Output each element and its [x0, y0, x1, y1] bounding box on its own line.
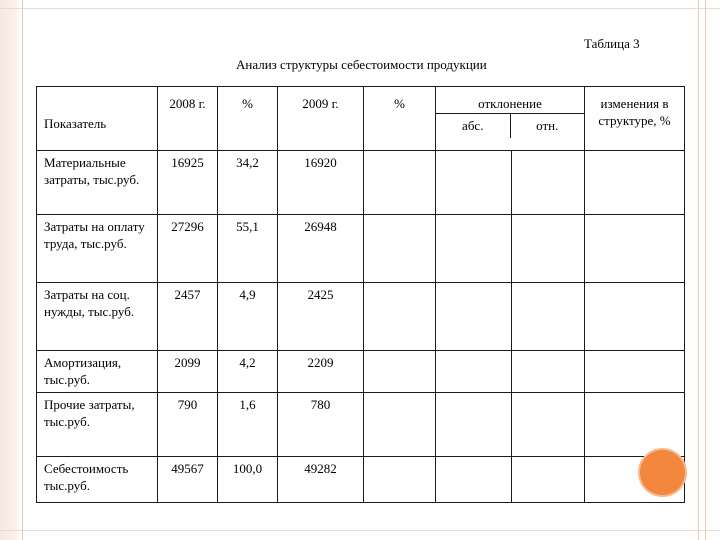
header-deviation-label: отклонение	[436, 87, 584, 114]
cell-deviation-rel	[512, 283, 585, 351]
row-label: Амортизация, тыс.руб.	[37, 351, 158, 393]
cell-2008: 2457	[158, 283, 218, 351]
cell-2009: 780	[278, 393, 364, 457]
cell-structure-change	[585, 283, 685, 351]
cell-2008: 2099	[158, 351, 218, 393]
cell-deviation-rel	[512, 215, 585, 283]
header-deviation	[436, 87, 585, 151]
table-caption: Таблица 3	[584, 36, 640, 51]
table-row	[37, 151, 685, 215]
cell-pct-2008: 4,9	[218, 283, 278, 351]
cell-deviation-abs	[436, 283, 512, 351]
cell-pct-2009	[364, 151, 436, 215]
cell-structure-change	[585, 151, 685, 215]
cell-pct-2008: 1,6	[218, 393, 278, 457]
cell-pct-2009	[364, 457, 436, 503]
cell-2009: 16920	[278, 151, 364, 215]
cell-2009: 2425	[278, 283, 364, 351]
cell-structure-change	[585, 393, 685, 457]
cell-deviation-rel	[512, 351, 585, 393]
cell-deviation-abs	[436, 151, 512, 215]
slide-frame-line-bottom	[0, 530, 720, 531]
slide-frame-line-left	[22, 0, 23, 540]
row-label: Себестоимость тыс.руб.	[37, 457, 158, 503]
slide-frame-line-top	[0, 8, 720, 9]
cost-structure-table	[36, 86, 685, 503]
cell-deviation-abs	[436, 393, 512, 457]
cell-2009: 26948	[278, 215, 364, 283]
header-pct-2008: %	[218, 87, 278, 151]
cell-pct-2008: 100,0	[218, 457, 278, 503]
header-indicator: Показатель	[37, 87, 158, 151]
row-label: Затраты на соц. нужды, тыс.руб.	[37, 283, 158, 351]
table-row	[37, 283, 685, 351]
cell-2008: 16925	[158, 151, 218, 215]
table-header-row	[37, 87, 685, 151]
cell-deviation-rel	[512, 457, 585, 503]
table-row	[37, 351, 685, 393]
table-row	[37, 215, 685, 283]
cell-pct-2009	[364, 393, 436, 457]
header-structure-change: изменения в структуре, %	[585, 87, 685, 151]
header-deviation-rel: отн.	[536, 118, 559, 133]
cell-pct-2009	[364, 283, 436, 351]
cell-pct-2008: 34,2	[218, 151, 278, 215]
slide-frame-line-right-outer	[705, 0, 706, 540]
cell-pct-2009	[364, 215, 436, 283]
slide-left-border	[0, 0, 22, 540]
row-label: Прочие затраты, тыс.руб.	[37, 393, 158, 457]
cell-structure-change	[585, 215, 685, 283]
cell-deviation-abs	[436, 457, 512, 503]
header-2009: 2009 г.	[278, 87, 364, 151]
header-2008: 2008 г.	[158, 87, 218, 151]
cell-deviation-abs	[436, 215, 512, 283]
cell-pct-2008: 4,2	[218, 351, 278, 393]
table-row	[37, 457, 685, 503]
cell-2008: 790	[158, 393, 218, 457]
cell-deviation-rel	[512, 151, 585, 215]
cell-2008: 27296	[158, 215, 218, 283]
cell-pct-2009	[364, 351, 436, 393]
row-label: Материальные затраты, тыс.руб.	[37, 151, 158, 215]
row-label: Затраты на оплату труда, тыс.руб.	[37, 215, 158, 283]
cell-pct-2008: 55,1	[218, 215, 278, 283]
slide-frame-line-right	[698, 0, 699, 540]
table-row	[37, 393, 685, 457]
cell-2009: 2209	[278, 351, 364, 393]
header-pct-2009: %	[364, 87, 436, 151]
cell-2008: 49567	[158, 457, 218, 503]
table-title: Анализ структуры себестоимости продукции	[236, 57, 487, 72]
cell-structure-change	[585, 351, 685, 393]
cell-deviation-rel	[512, 393, 585, 457]
decorative-orange-circle	[640, 450, 685, 495]
cell-deviation-abs	[436, 351, 512, 393]
header-deviation-abs: абс.	[436, 114, 511, 138]
cell-2009: 49282	[278, 457, 364, 503]
